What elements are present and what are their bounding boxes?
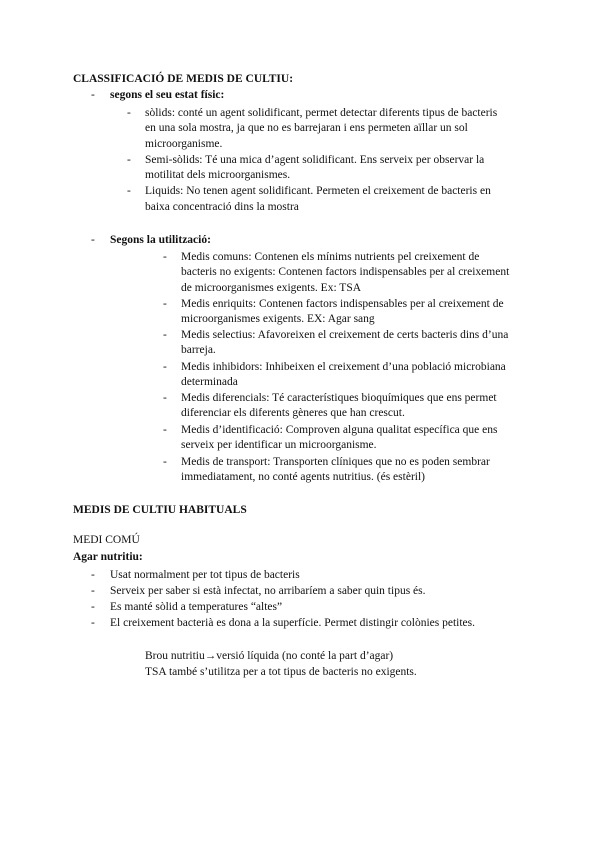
bullet-dash: - [163,456,167,468]
bullet-dash: - [163,251,167,263]
item-line: Medis selectius: Afavoreixen el creixement de certs bacteris dins d’una [181,329,509,341]
item-line: Medis enriquits: Contenen factors indispensables per al creixement de [181,298,504,310]
bullet-dash: - [127,107,131,119]
item-line: Medis diferencials: Té característiques bioquímiques que ens permet [181,392,497,404]
bullet-dash: - [91,585,95,597]
item-line: determinada [181,376,238,388]
item-line: El creixement bacterià es dona a la superfície. Permet distingir colònies petites. [110,617,475,629]
bullet-dash: - [91,89,95,101]
bullet-dash: - [163,392,167,404]
item-line: baixa concentració dins la mostra [145,201,299,213]
item-line: en una sola mostra, ja que no es barrejaran i ens permeten aïllar un sol [145,122,468,134]
bullet-dash: - [91,617,95,629]
bullet-dash: - [163,329,167,341]
classification-title: CLASSIFICACIÓ DE MEDIS DE CULTIU: [73,73,294,85]
usage-heading: Segons la utilització: [110,234,211,246]
agar-nutritiu-heading: Agar nutritiu: [73,551,143,563]
item-line: Serveix per saber si està infectat, no arribaríem a saber quin tipus és. [110,585,426,597]
item-line: microorganisme. [145,138,223,150]
item-line: de microorganismes exigents. Ex: TSA [181,282,362,294]
item-line: microorganismes exigents. EX: Agar sang [181,313,375,325]
item-line: bacteris no exigents: Contenen factors indispensables per al creixement [181,266,510,278]
item-line: Medis d’identificació: Comproven alguna qualitat específica que ens [181,424,498,436]
item-line: serveix per identificar un microorganisme. [181,439,377,451]
item-line: Medis comuns: Contenen els mínims nutrients pel creixement de [181,251,480,263]
item-line: Medis de transport: Transporten clíniques que no es poden sembrar [181,456,490,468]
note-line: TSA també s’utilitza per a tot tipus de bacteris no exigents. [145,666,417,678]
item-line: motilitat dels microorganismes. [145,169,291,181]
item-line: Usat normalment per tot tipus de bacteris [110,569,300,581]
item-line: Semi-sòlids: Té una mica d’agent solidificant. Ens serveix per observar la [145,154,485,166]
medi-comu-subtitle: MEDI COMÚ [73,534,140,546]
bullet-dash: - [163,298,167,310]
item-line: Liquids: No tenen agent solidificant. Permeten el creixement de bacteris en [145,185,491,197]
physical-state-heading: segons el seu estat físic: [110,89,225,101]
item-line: sòlids: conté un agent solidificant, permet detectar diferents tipus de bacteris [145,107,498,119]
item-line: barreja. [181,344,216,356]
habituals-title: MEDIS DE CULTIU HABITUALS [73,504,247,516]
bullet-dash: - [127,154,131,166]
item-line: immediatament, no conté agents nutritius. (és estèril) [181,471,425,483]
item-line: diferenciar els diferents gèneres que han crescut. [181,407,405,419]
bullet-dash: - [91,601,95,613]
bullet-dash: - [163,424,167,436]
note-line: Brou nutritiu→versió líquida (no conté la part d’agar) [145,650,394,662]
bullet-dash: - [91,234,95,246]
bullet-dash: - [91,569,95,581]
item-line: Es manté sòlid a temperatures “altes” [110,601,283,613]
bullet-dash: - [127,185,131,197]
bullet-dash: - [163,361,167,373]
item-line: Medis inhibidors: Inhibeixen el creixement d’una població microbiana [181,361,506,373]
